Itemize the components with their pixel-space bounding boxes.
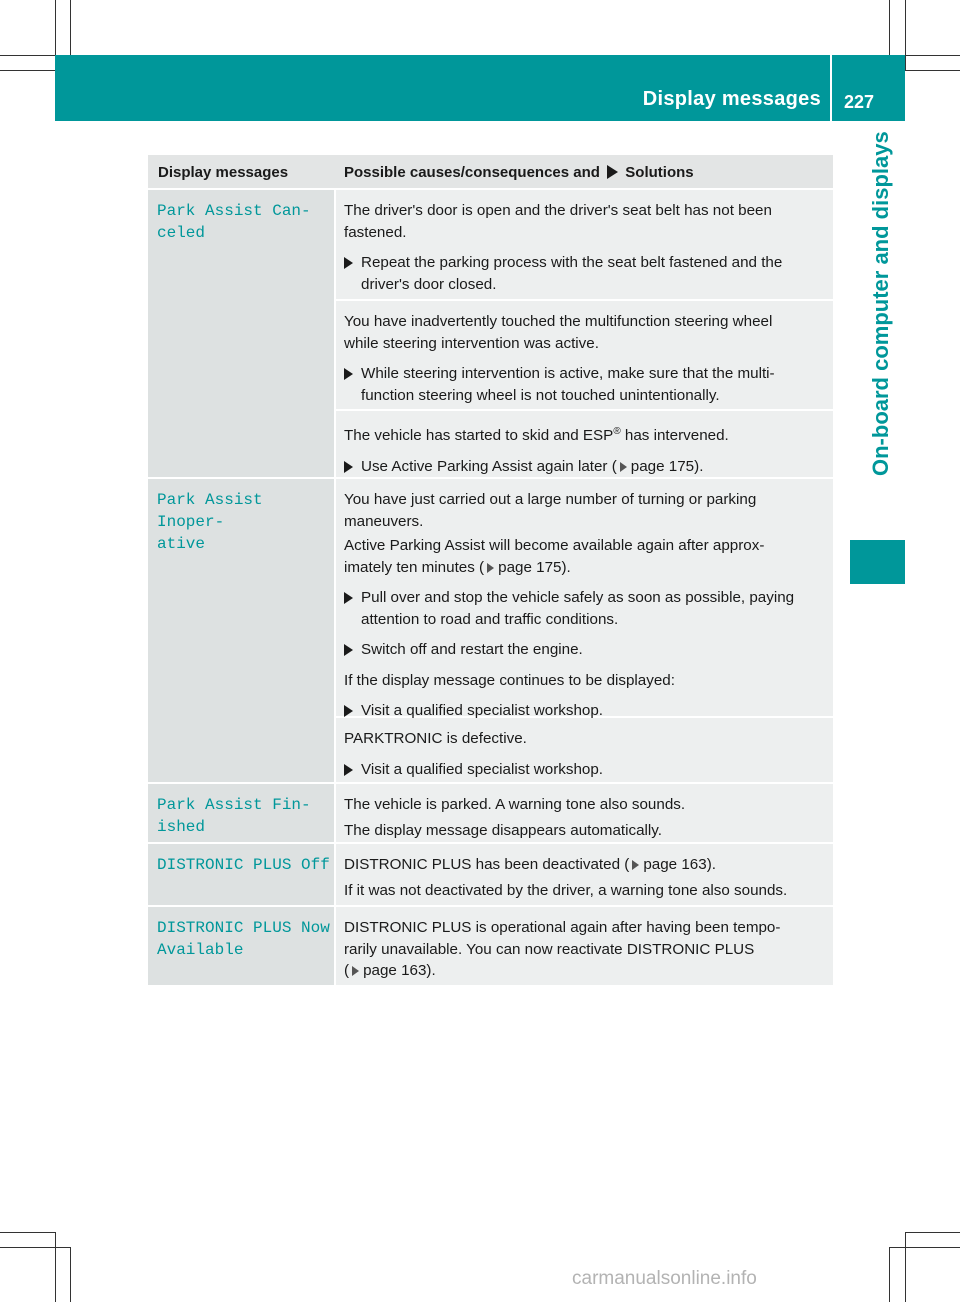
crop-mark: [55, 1232, 56, 1302]
display-message-text: Park Assist Inoper‐: [157, 491, 263, 531]
step-arrow-icon: [344, 592, 353, 604]
step-arrow-icon: [344, 368, 353, 380]
solution-step: [344, 363, 829, 406]
text-line: Repeat the parking process with the seat belt fastened and the: [361, 254, 783, 271]
page-reference[interactable]: page 175: [630, 457, 695, 475]
text-line: attention to road and traffic conditions.: [361, 610, 619, 628]
table-row: [148, 844, 833, 905]
step-arrow-icon: [344, 257, 353, 269]
text-segment: (: [344, 962, 350, 979]
page-ref-icon: [352, 966, 359, 976]
display-message-text: Park Assist Fin‐: [157, 796, 311, 814]
crop-mark: [889, 1247, 890, 1302]
solution-step: [344, 759, 829, 781]
step-arrow-icon: [344, 764, 353, 776]
text-segment: ).: [706, 856, 716, 873]
text-line: Active Parking Assist will become available again after approx‐: [344, 537, 765, 554]
text-line: DISTRONIC PLUS is operational again after having been tempo‐: [344, 919, 781, 936]
display-message-cell: [148, 844, 334, 905]
text-line: While steering intervention is active, make sure that the multi‐: [361, 365, 775, 382]
causes-column: [336, 907, 833, 985]
text-line: while steering intervention was active.: [344, 334, 599, 352]
text-segment: ).: [694, 457, 704, 475]
text-line: You have just carried out a large number of turning or parking: [344, 491, 757, 508]
crop-mark: [70, 0, 71, 55]
text-segment: Use Active Parking Assist again later (: [361, 457, 617, 475]
crop-mark: [905, 1232, 960, 1233]
step-arrow-icon: [344, 705, 353, 717]
cause-cell: [336, 479, 833, 719]
registered-mark: ®: [613, 426, 621, 437]
display-message-cell: [148, 784, 334, 842]
crop-mark: [905, 1232, 906, 1302]
cause-text: The vehicle is parked. A warning tone also sounds.: [344, 796, 686, 813]
side-tab-marker: [850, 540, 905, 584]
text-line: function steering wheel is not touched unintentionally.: [361, 386, 720, 404]
text-segment: DISTRONIC PLUS has been deactivated (: [344, 856, 630, 873]
cause-cell: [336, 190, 833, 299]
text-segment: ).: [561, 558, 571, 576]
crop-mark: [905, 70, 960, 71]
causes-column: [336, 784, 833, 842]
causes-column: [336, 844, 833, 905]
page-reference[interactable]: page 163: [643, 856, 707, 873]
solution-step: [344, 587, 829, 630]
text-segment: Visit a qualified specialist workshop.: [361, 702, 603, 719]
crop-mark: [0, 70, 55, 71]
text-segment: The vehicle has started to skid and ESP: [344, 427, 614, 445]
text-segment: imately ten minutes (: [344, 558, 485, 576]
page-ref-icon: [620, 462, 627, 472]
solution-step: [344, 252, 829, 295]
step-arrow-icon: [344, 644, 353, 656]
text-line: driver's door closed.: [361, 275, 497, 293]
page-ref-icon: [487, 563, 494, 573]
text-line: You have inadvertently touched the multifunction steering wheel: [344, 313, 773, 330]
page-header-title: Display messages: [642, 88, 821, 110]
crop-mark: [70, 1247, 71, 1302]
crop-mark: [889, 1247, 960, 1248]
cause-text: [344, 200, 829, 243]
display-messages-table: [148, 155, 833, 987]
cause-cell: [336, 784, 833, 842]
display-message-text: DISTRONIC PLUS Off: [157, 856, 330, 874]
table-row: [148, 479, 833, 782]
side-tab-label: On-board computer and displays: [868, 131, 893, 476]
text-line: Pull over and stop the vehicle safely as soon as possible, paying: [361, 589, 795, 606]
text-segment: Switch off and restart the engine.: [361, 641, 583, 658]
display-message-cell: [148, 190, 334, 477]
display-message-cell: [148, 907, 334, 985]
cause-text: The display message disappears automatically.: [344, 821, 662, 839]
solution-step: [344, 700, 829, 722]
cause-text: [344, 917, 829, 982]
table-row: [148, 907, 833, 985]
cause-text: [344, 311, 829, 354]
cause-cell: [336, 301, 833, 409]
text-segment: ).: [426, 962, 436, 979]
text-line: The driver's door is open and the driver's seat belt has not been: [344, 202, 772, 219]
solution-step: [344, 456, 829, 478]
watermark: carmanualsonline.info: [572, 1268, 757, 1289]
column-header-solutions-text: Solutions: [625, 164, 694, 181]
text-line: maneuvers.: [344, 512, 424, 530]
text-segment: has intervened.: [620, 427, 729, 445]
text-segment: Visit a qualified specialist workshop.: [361, 760, 603, 778]
page-ref-icon: [632, 860, 639, 870]
cause-cell: [336, 411, 833, 477]
cause-text: PARKTRONIC is defective.: [344, 730, 527, 747]
cause-cell: [336, 718, 833, 782]
display-message-text: Park Assist Can‐: [157, 202, 311, 220]
header-separator: [830, 55, 832, 121]
crop-mark: [0, 1232, 56, 1233]
page-reference[interactable]: page 163: [363, 962, 427, 979]
cause-text: [344, 535, 829, 578]
crop-mark: [0, 1247, 70, 1248]
display-message-text: ished: [157, 818, 206, 836]
solution-step: [344, 639, 829, 661]
cause-text: [344, 489, 829, 532]
text-line: rarily unavailable. You can now reactivate DISTRONIC PLUS: [344, 940, 755, 958]
page-reference[interactable]: page 175: [498, 558, 562, 576]
crop-mark: [905, 0, 906, 70]
display-message-text: DISTRONIC PLUS Now: [157, 919, 330, 937]
cause-cell: [336, 907, 833, 985]
text-line: fastened.: [344, 223, 407, 241]
display-message-text: celed: [157, 224, 206, 242]
table-row: [148, 190, 833, 477]
step-arrow-icon: [344, 461, 353, 473]
column-header-causes: [336, 155, 833, 188]
display-message-text: ative: [157, 535, 206, 553]
display-message-text: Available: [157, 941, 244, 959]
table-row: [148, 784, 833, 842]
table-header: [148, 155, 833, 188]
crop-mark: [889, 0, 890, 55]
cause-cell: [336, 844, 833, 905]
page-number: 227: [844, 92, 875, 112]
cause-text: If it was not deactivated by the driver, a warning tone also sounds.: [344, 881, 788, 899]
column-header-messages: Display messages: [158, 164, 289, 181]
causes-column: [336, 479, 833, 782]
column-header-causes-text: Possible causes/consequences and: [344, 164, 600, 181]
arrow-right-icon: [607, 165, 618, 179]
cause-text: If the display message continues to be displayed:: [344, 671, 675, 689]
cause-text: [344, 854, 829, 876]
display-message-cell: [148, 479, 334, 782]
cause-text: [344, 421, 829, 447]
causes-column: [336, 190, 833, 477]
